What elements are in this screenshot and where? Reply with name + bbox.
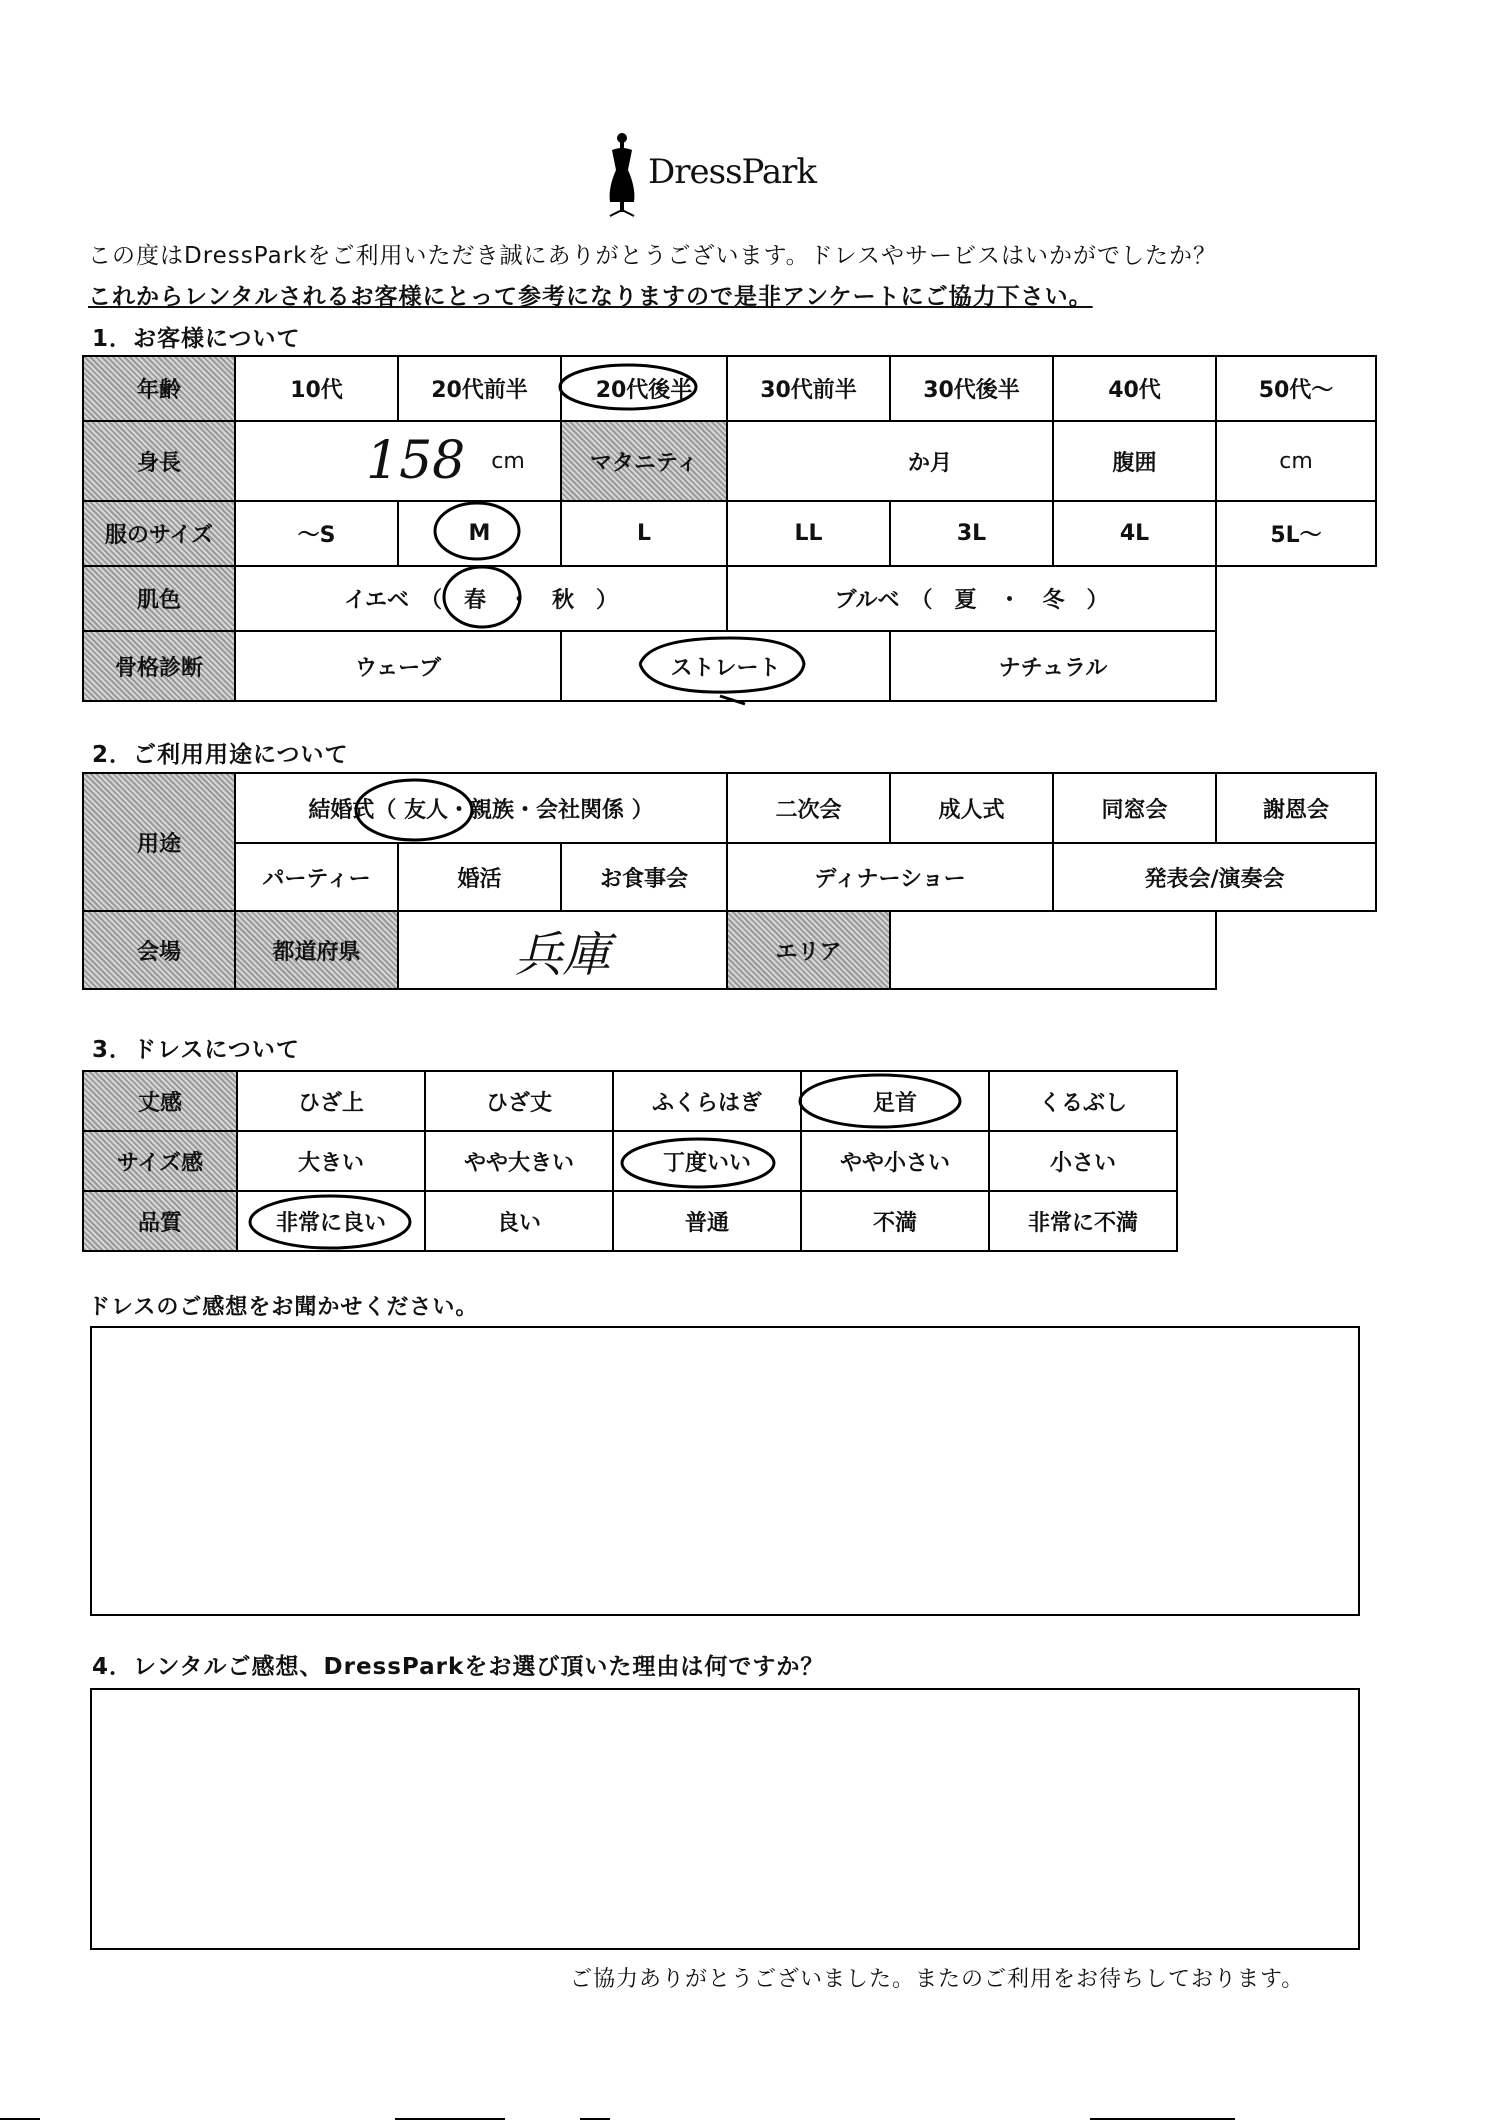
size-option[interactable]: LL (726, 500, 891, 567)
age-option[interactable]: 50代～ (1215, 355, 1377, 422)
rental-comment-box[interactable] (90, 1688, 1360, 1950)
purpose-option[interactable]: 同窓会 (1052, 772, 1217, 844)
intro-line-2: これからレンタルされるお客様にとって参考になりますので是非アンケートにご協力下さい。 (88, 284, 1093, 310)
size-option[interactable]: ～S (234, 500, 399, 567)
purpose-option[interactable]: 成人式 (889, 772, 1054, 844)
purpose-label: 用途 (82, 772, 236, 912)
section4-title: 4．レンタルご感想、DressParkをお選び頂いた理由は何ですか？ (92, 1654, 825, 1680)
fit-option[interactable]: 小さい (988, 1130, 1178, 1192)
fit-option[interactable]: 大きい (236, 1130, 426, 1192)
edge-rule (395, 2118, 505, 2120)
logo-text: DressPark (648, 152, 817, 192)
venue-label: 会場 (82, 910, 236, 990)
age-option[interactable]: 30代後半 (889, 355, 1054, 422)
waist-label: 腹囲 (1052, 420, 1217, 502)
dress-comment-box[interactable] (90, 1326, 1360, 1616)
frame-option-selected[interactable]: ストレート (560, 630, 891, 702)
purpose-recital[interactable]: 発表会/演奏会 (1052, 842, 1377, 912)
purpose-option[interactable]: 婚活 (397, 842, 562, 912)
section2-title: 2．ご利用用途について (92, 742, 349, 768)
height-unit: cm (491, 448, 525, 474)
edge-rule (1090, 2118, 1235, 2120)
length-option-selected[interactable]: 足首 (800, 1070, 990, 1132)
quality-option[interactable]: 非常に不満 (988, 1190, 1178, 1252)
size-option[interactable]: 3L (889, 500, 1054, 567)
age-option[interactable]: 20代前半 (397, 355, 562, 422)
height-label: 身長 (82, 420, 236, 502)
purpose-wedding[interactable]: 結婚式（ 友人・親族・会社関係 ） (234, 772, 728, 844)
fit-option[interactable]: やや大きい (424, 1130, 614, 1192)
area-label: エリア (726, 910, 891, 990)
age-label: 年齢 (82, 355, 236, 422)
maternity-months-field[interactable] (726, 420, 1054, 502)
quality-option[interactable]: 不満 (800, 1190, 990, 1252)
size-option[interactable]: L (560, 500, 728, 567)
dress-comment-prompt: ドレスのご感想をお聞かせください。 (88, 1295, 479, 1320)
age-option[interactable]: 10代 (234, 355, 399, 422)
quality-option-selected[interactable]: 非常に良い (236, 1190, 426, 1252)
purpose-option[interactable]: パーティー (234, 842, 399, 912)
length-option[interactable]: ひざ丈 (424, 1070, 614, 1132)
prefecture-field[interactable] (397, 910, 728, 990)
section3-title: 3．ドレスについて (92, 1037, 300, 1063)
length-option[interactable]: ふくらはぎ (612, 1070, 802, 1132)
footer-thanks: ご協力ありがとうございました。またのご利用をお待ちしております。 (570, 1967, 1305, 1992)
maternity-months-unit: か月 (907, 450, 952, 476)
age-option-selected[interactable]: 20代後半 (560, 355, 728, 422)
quality-option[interactable]: 普通 (612, 1190, 802, 1252)
size-option[interactable]: 5L～ (1215, 500, 1377, 567)
frame-option[interactable]: ウェーブ (234, 630, 562, 702)
length-option[interactable]: ひざ上 (236, 1070, 426, 1132)
frame-label: 骨格診断 (82, 630, 236, 702)
fit-option-selected[interactable]: 丁度いい (612, 1130, 802, 1192)
edge-rule (580, 2118, 610, 2120)
length-label: 丈感 (82, 1070, 238, 1132)
maternity-label: マタニティ (560, 420, 728, 502)
height-field[interactable] (234, 420, 562, 502)
edge-rule (0, 2118, 40, 2120)
fit-label: サイズ感 (82, 1130, 238, 1192)
skin-blue-option[interactable]: ブルベ （ 夏 ・ 冬 ） (726, 565, 1217, 632)
intro-line-1: この度はDressParkをご利用いただき誠にありがとうございます。ドレスやサービスはいかがでしたか？ (88, 243, 1217, 269)
area-field[interactable] (889, 910, 1217, 990)
waist-unit: cm (1279, 448, 1313, 474)
purpose-dinner-show[interactable]: ディナーショー (726, 842, 1054, 912)
height-value: 158 (366, 431, 466, 491)
size-option[interactable]: 4L (1052, 500, 1217, 567)
purpose-option[interactable]: お食事会 (560, 842, 728, 912)
age-option[interactable]: 40代 (1052, 355, 1217, 422)
prefecture-label: 都道府県 (234, 910, 399, 990)
section1-title: 1．お客様について (92, 326, 301, 352)
size-option-selected[interactable]: M (397, 500, 562, 567)
skin-yellow-option[interactable]: イエベ （ 春 ・ 秋 ） (234, 565, 728, 632)
length-option[interactable]: くるぶし (988, 1070, 1178, 1132)
size-label: 服のサイズ (82, 500, 236, 567)
quality-label: 品質 (82, 1190, 238, 1252)
waist-field[interactable] (1215, 420, 1377, 502)
skin-label: 肌色 (82, 565, 236, 632)
fit-option[interactable]: やや小さい (800, 1130, 990, 1192)
dress-form-icon (610, 133, 635, 216)
purpose-option[interactable]: 謝恩会 (1215, 772, 1377, 844)
quality-option[interactable]: 良い (424, 1190, 614, 1252)
prefecture-value: 兵庫 (514, 926, 611, 983)
purpose-option[interactable]: 二次会 (726, 772, 891, 844)
frame-option[interactable]: ナチュラル (889, 630, 1217, 702)
age-option[interactable]: 30代前半 (726, 355, 891, 422)
